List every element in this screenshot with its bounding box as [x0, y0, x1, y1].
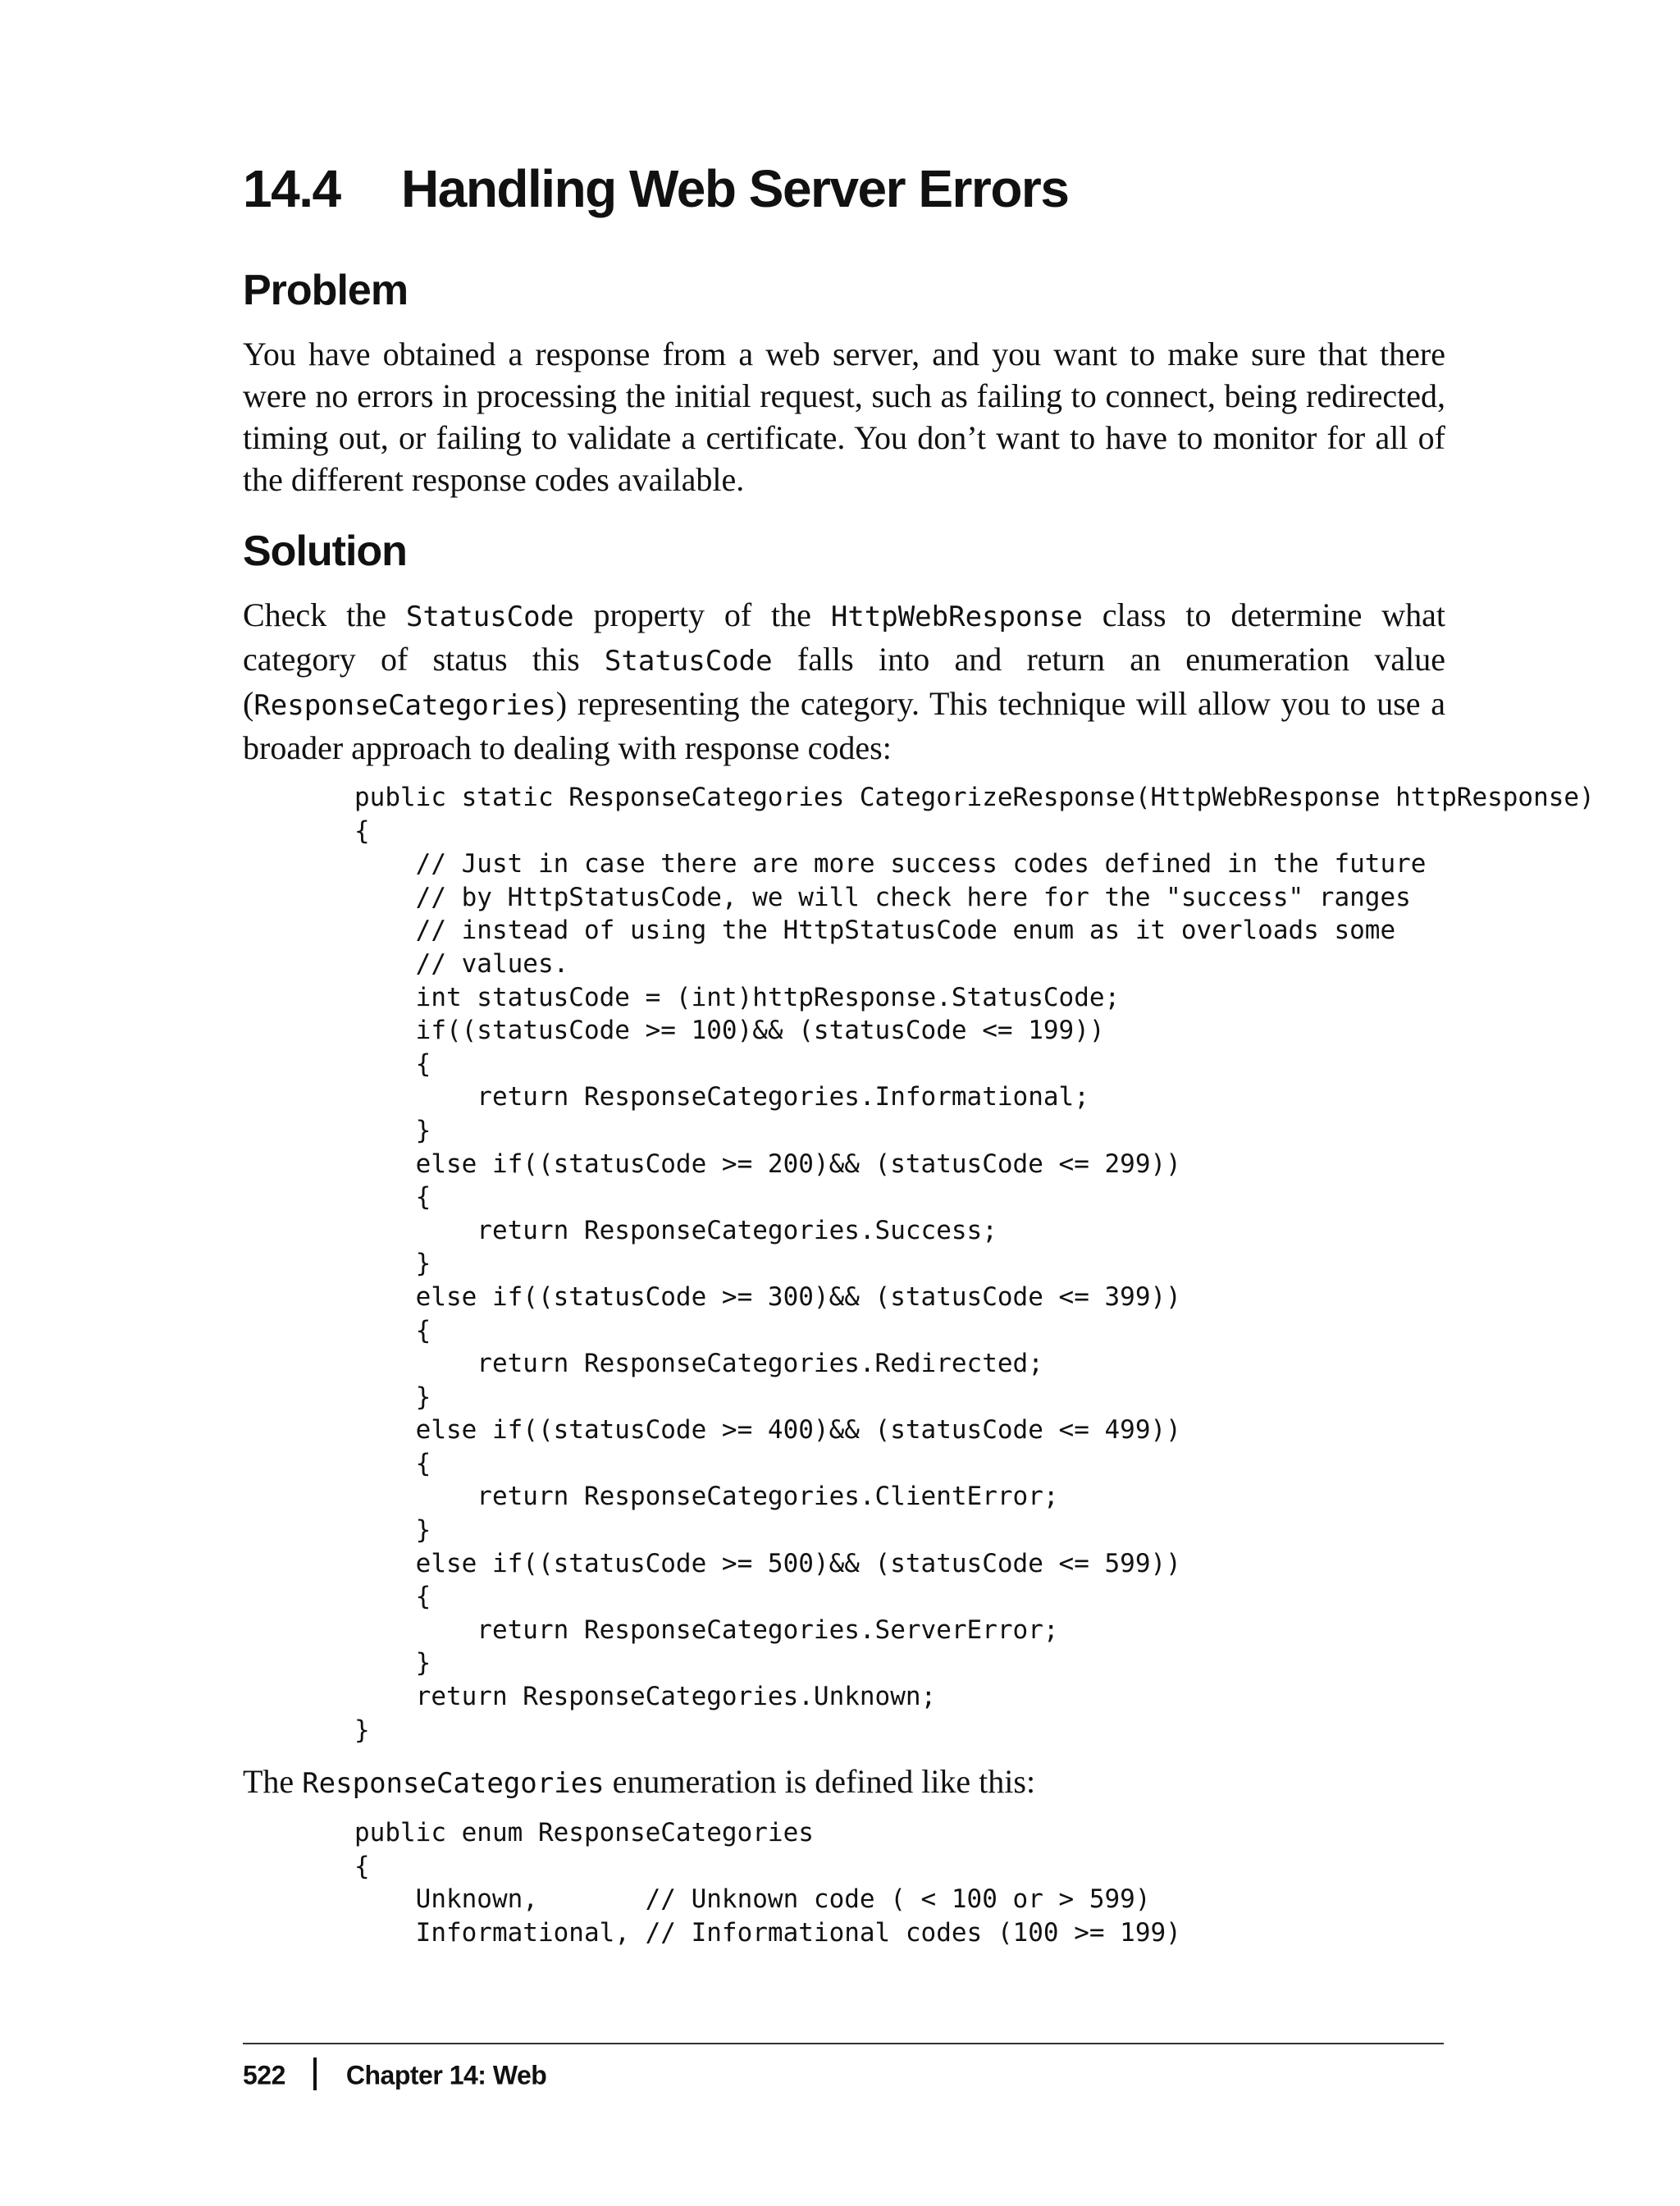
section-title: [243, 159, 1069, 218]
solution-heading: Solution: [243, 528, 407, 575]
solution-text-3: class to determine what category of status this: [243, 596, 1445, 678]
footer-rule: [243, 2043, 1444, 2044]
solution-text-4: falls into and return an enumeration value (: [243, 641, 1446, 722]
categorize-response-code: public static ResponseCategories CategorizeResponse(HttpWebResponse httpResponse) { // Just in case there are more success codes defined in the future // by HttpStatusCode, we will check here for the "success" ranges // instead of using the HttpStatusCode enum as it overloads some // values. int statusCode = (int)httpResponse.StatusCode; if((statusCode >= 100)&& (statusCode <= 199)) { return ResponseCategories.Informational; } else if((statusCode >= 200)&& (statusCode <= 299)) { return ResponseCategories.Success; } else if((statusCode >= 300)&& (statusCode <= 399)) { return ResponseCategories.Redirected; } else if((statusCode >= 400)&& (statusCode <= 499)) { return ResponseCategories.ClientError; } else if((statusCode >= 500)&& (statusCode <= 599)) { return ResponseCategories.ServerError; } return ResponseCategories.Unknown; }: [354, 783, 1595, 1745]
inline-code-httpwebresponse: HttpWebResponse: [830, 601, 1083, 633]
enum-intro-text-1: The: [243, 1763, 303, 1800]
enum-intro-text-2: enumeration is defined like this:: [604, 1763, 1036, 1800]
solution-text-5: ) representing the category. This technique will allow you to use a broader approach to dealing with response codes:: [243, 685, 1445, 766]
solution-paragraph: [243, 594, 1445, 769]
section-number: 14.4: [243, 159, 340, 218]
problem-heading: Problem: [243, 267, 409, 314]
page-footer: [243, 2061, 546, 2094]
footer-separator: [313, 2058, 317, 2090]
inline-code-statuscode: StatusCode: [405, 601, 574, 633]
page-number: 522: [243, 2060, 285, 2090]
solution-text-1: Check the: [243, 596, 406, 633]
solution-text-2: property of the: [573, 596, 831, 633]
problem-paragraph: You have obtained a response from a web server, and you want to make sure that there were no errors in processing the initial request, such as failing to connect, being redirected, timing out, or failing to validate a certificate. You don’t want to have to monitor for all of the different response codes available.: [243, 336, 1445, 498]
chapter-label: Chapter 14: Web: [345, 2060, 547, 2090]
inline-code-statuscode-2: StatusCode: [604, 645, 773, 678]
inline-code-responsecategories-2: ResponseCategories: [302, 1767, 605, 1800]
inline-code-responsecategories: ResponseCategories: [253, 689, 556, 722]
section-title-text: Handling Web Server Errors: [401, 159, 1069, 218]
response-categories-enum-code: public enum ResponseCategories { Unknown, // Unknown code ( < 100 or > 599) Informational, // Informational codes (100 >= 199): [354, 1818, 1181, 1948]
enum-intro-paragraph: [243, 1761, 1445, 1805]
